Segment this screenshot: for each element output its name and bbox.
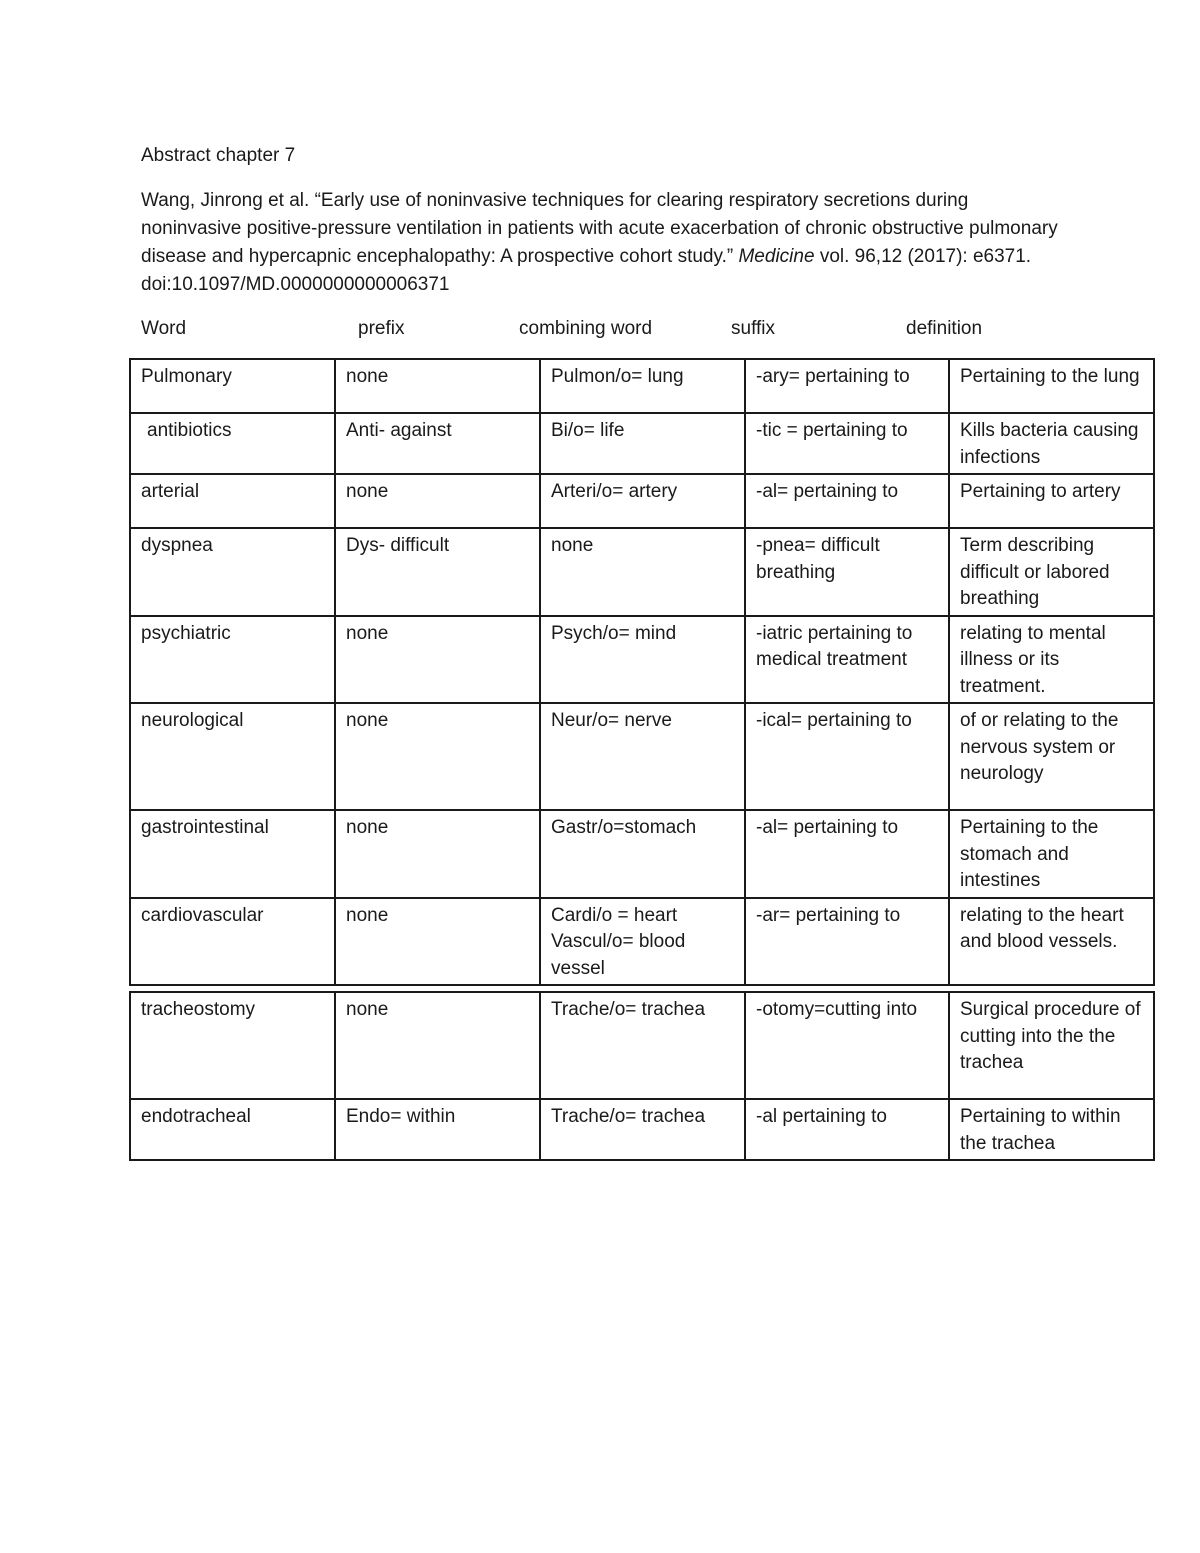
column-headers [0,317,1200,343]
header-word: Word [141,318,187,339]
header-prefix: prefix [358,318,405,339]
cell-definition: relating to the heart and blood vessels. [949,898,1154,986]
cell-suffix: -tic = pertaining to [745,413,949,474]
cell-prefix: none [335,474,540,528]
additional-terms-table [129,991,1155,1161]
cell-suffix: -iatric pertaining to medical treatment [745,616,949,704]
cell-word: endotracheal [130,1099,335,1160]
cell-combining: Cardi/o = heart Vascul/o= blood vessel [540,898,745,986]
cell-suffix: -ar= pertaining to [745,898,949,986]
cell-prefix: none [335,616,540,704]
cell-suffix: -pnea= difficult breathing [745,528,949,616]
cell-word: Pulmonary [130,359,335,413]
citation [141,187,1061,299]
citation-details: vol. 96,12 (2017): e6371. doi:10.1097/MD.0000000000006371 [141,246,1032,295]
cell-prefix: none [335,703,540,810]
cell-definition: Pertaining to within the trachea [949,1099,1154,1160]
cell-combining: Trache/o= trachea [540,1099,745,1160]
document-title: Abstract chapter 7 [141,145,296,166]
cell-definition: Pertaining to the lung [949,359,1154,413]
cell-prefix: Endo= within [335,1099,540,1160]
cell-definition: Pertaining to the stomach and intestines [949,810,1154,898]
table-row [130,528,1154,616]
cell-suffix: -ary= pertaining to [745,359,949,413]
cell-combining: Pulmon/o= lung [540,359,745,413]
citation-article-title: “Early use of noninvasive techniques for clearing respiratory secretions during noninvasive positive-pressure ventilation in patients with acute exacerbation of chronic obstructive pulmonary disease and hypercapnic encephalopathy: A prospective cohort study.” [141,190,1058,267]
cell-prefix: none [335,992,540,1099]
terms-table [129,358,1155,986]
cell-definition: Kills bacteria causing infections [949,413,1154,474]
cell-combining: Gastr/o=stomach [540,810,745,898]
cell-prefix: Anti- against [335,413,540,474]
cell-prefix: none [335,898,540,986]
cell-prefix: none [335,810,540,898]
cell-suffix: -otomy=cutting into [745,992,949,1099]
table-row [130,703,1154,810]
cell-combining: Neur/o= nerve [540,703,745,810]
table-row [130,992,1154,1099]
cell-suffix: -al= pertaining to [745,810,949,898]
header-suffix: suffix [731,318,776,339]
cell-word: dyspnea [130,528,335,616]
cell-prefix: Dys- difficult [335,528,540,616]
header-combining-word: combining word [519,318,653,339]
cell-combining: Bi/o= life [540,413,745,474]
cell-definition: Pertaining to artery [949,474,1154,528]
cell-prefix: none [335,359,540,413]
cell-suffix: -ical= pertaining to [745,703,949,810]
table-row [130,474,1154,528]
cell-combining: Trache/o= trachea [540,992,745,1099]
cell-combining: none [540,528,745,616]
cell-word: neurological [130,703,335,810]
table-row [130,1099,1154,1160]
citation-journal: Medicine [738,246,815,267]
cell-suffix: -al pertaining to [745,1099,949,1160]
table-row [130,810,1154,898]
cell-suffix: -al= pertaining to [745,474,949,528]
citation-authors: Wang, Jinrong et al. [141,190,310,211]
cell-word: psychiatric [130,616,335,704]
cell-word: cardiovascular [130,898,335,986]
table-row [130,898,1154,986]
cell-word: gastrointestinal [130,810,335,898]
cell-definition: Term describing difficult or labored breathing [949,528,1154,616]
header-definition: definition [906,318,983,339]
cell-definition: relating to mental illness or its treatment. [949,616,1154,704]
cell-combining: Arteri/o= artery [540,474,745,528]
cell-word: antibiotics [130,413,335,474]
cell-word: arterial [130,474,335,528]
cell-definition: Surgical procedure of cutting into the the trachea [949,992,1154,1099]
table-row [130,616,1154,704]
cell-combining: Psych/o= mind [540,616,745,704]
table-row [130,359,1154,413]
table-row [130,413,1154,474]
cell-word: tracheostomy [130,992,335,1099]
cell-definition: of or relating to the nervous system or neurology [949,703,1154,810]
